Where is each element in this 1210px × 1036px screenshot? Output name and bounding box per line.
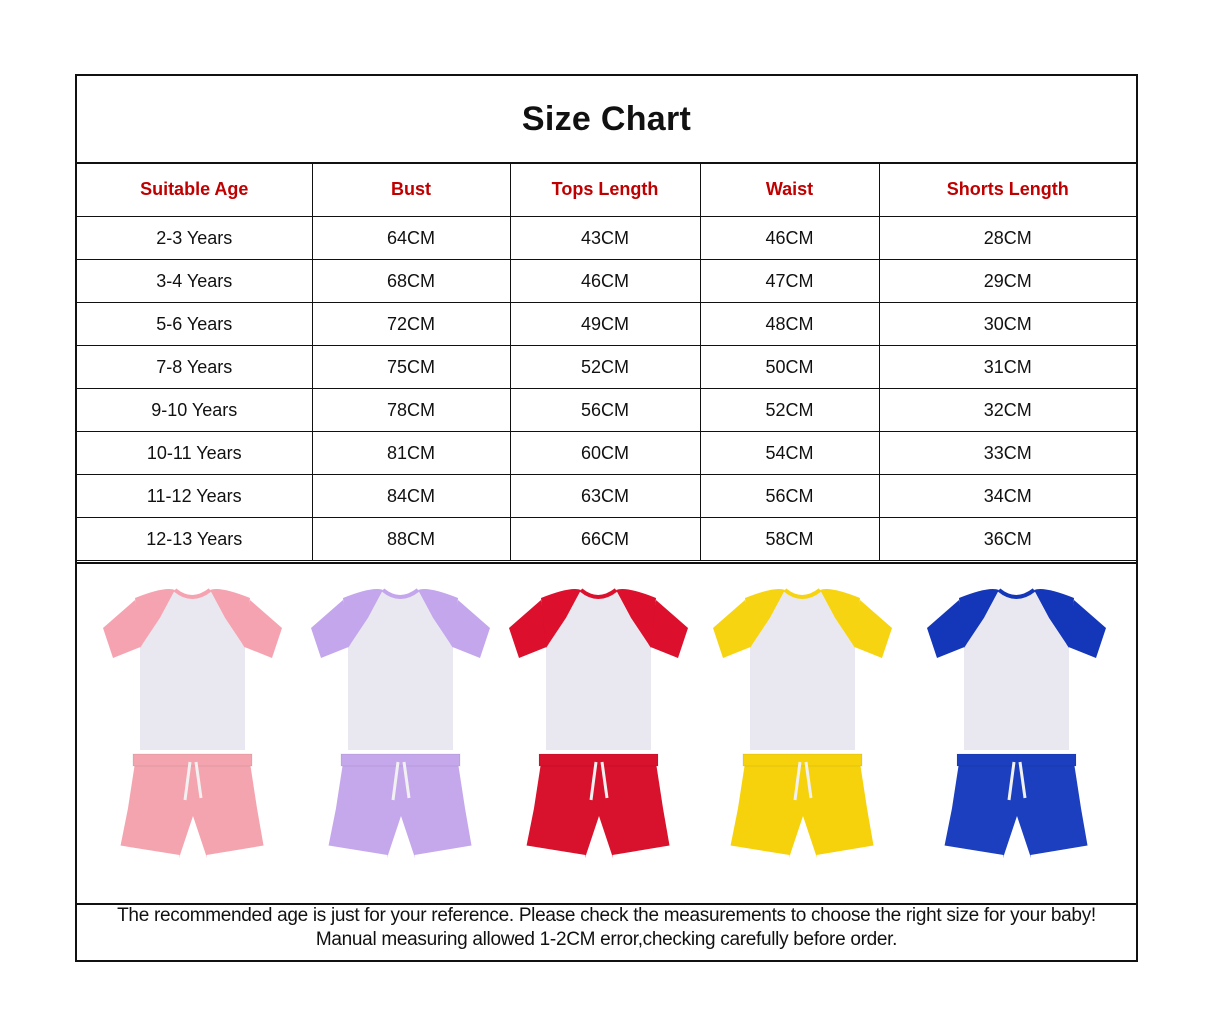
page-title: Size Chart	[521, 99, 692, 138]
footer-note	[77, 904, 1136, 960]
outfit-yellow	[705, 578, 900, 878]
cell-shorts-length: 31CM	[879, 346, 1136, 389]
header-waist: Waist	[700, 162, 879, 217]
cell-age: 2-3 Years	[77, 217, 312, 260]
size-table	[77, 162, 1136, 561]
cell-age: 5-6 Years	[77, 303, 312, 346]
header-bust: Bust	[312, 162, 510, 217]
cell-shorts-length: 34CM	[879, 475, 1136, 518]
cell-waist: 47CM	[700, 260, 879, 303]
outfit-blue	[919, 578, 1114, 878]
header-shorts-length: Shorts Length	[879, 162, 1136, 217]
cell-tops-length: 63CM	[510, 475, 700, 518]
cell-shorts-length: 29CM	[879, 260, 1136, 303]
outfit-purple	[303, 578, 498, 878]
cell-shorts-length: 36CM	[879, 518, 1136, 561]
cell-bust: 72CM	[312, 303, 510, 346]
table-row	[77, 389, 1136, 432]
cell-waist: 46CM	[700, 217, 879, 260]
cell-bust: 68CM	[312, 260, 510, 303]
cell-age: 7-8 Years	[77, 346, 312, 389]
cell-age: 9-10 Years	[77, 389, 312, 432]
table-row	[77, 260, 1136, 303]
table-row	[77, 518, 1136, 561]
table-row	[77, 303, 1136, 346]
product-image-band	[77, 562, 1136, 905]
outfit-red	[501, 578, 696, 878]
cell-waist: 52CM	[700, 389, 879, 432]
cell-shorts-length: 30CM	[879, 303, 1136, 346]
cell-bust: 84CM	[312, 475, 510, 518]
cell-tops-length: 46CM	[510, 260, 700, 303]
table-row	[77, 346, 1136, 389]
cell-bust: 64CM	[312, 217, 510, 260]
cell-age: 10-11 Years	[77, 432, 312, 475]
cell-tops-length: 56CM	[510, 389, 700, 432]
footer-line-2: Manual measuring allowed 1-2CM error,checking carefully before order.	[315, 929, 898, 950]
header-suitable-age: Suitable Age	[77, 162, 312, 217]
cell-tops-length: 66CM	[510, 518, 700, 561]
table-row	[77, 432, 1136, 475]
cell-tops-length: 43CM	[510, 217, 700, 260]
cell-bust: 78CM	[312, 389, 510, 432]
cell-tops-length: 60CM	[510, 432, 700, 475]
cell-waist: 48CM	[700, 303, 879, 346]
table-row	[77, 217, 1136, 260]
size-chart-frame	[75, 74, 1138, 962]
cell-bust: 81CM	[312, 432, 510, 475]
cell-age: 11-12 Years	[77, 475, 312, 518]
cell-shorts-length: 32CM	[879, 389, 1136, 432]
cell-age: 3-4 Years	[77, 260, 312, 303]
cell-bust: 88CM	[312, 518, 510, 561]
header-tops-length: Tops Length	[510, 162, 700, 217]
title-row	[77, 76, 1136, 164]
cell-waist: 56CM	[700, 475, 879, 518]
cell-shorts-length: 33CM	[879, 432, 1136, 475]
table-row	[77, 475, 1136, 518]
cell-shorts-length: 28CM	[879, 217, 1136, 260]
outfit-pink	[95, 578, 290, 878]
cell-waist: 50CM	[700, 346, 879, 389]
header-row	[77, 162, 1136, 217]
cell-waist: 54CM	[700, 432, 879, 475]
footer-line-1: The recommended age is just for your reference. Please check the measurements to choose the right size for your baby!	[117, 905, 1096, 926]
cell-tops-length: 49CM	[510, 303, 700, 346]
cell-age: 12-13 Years	[77, 518, 312, 561]
cell-waist: 58CM	[700, 518, 879, 561]
cell-tops-length: 52CM	[510, 346, 700, 389]
cell-bust: 75CM	[312, 346, 510, 389]
